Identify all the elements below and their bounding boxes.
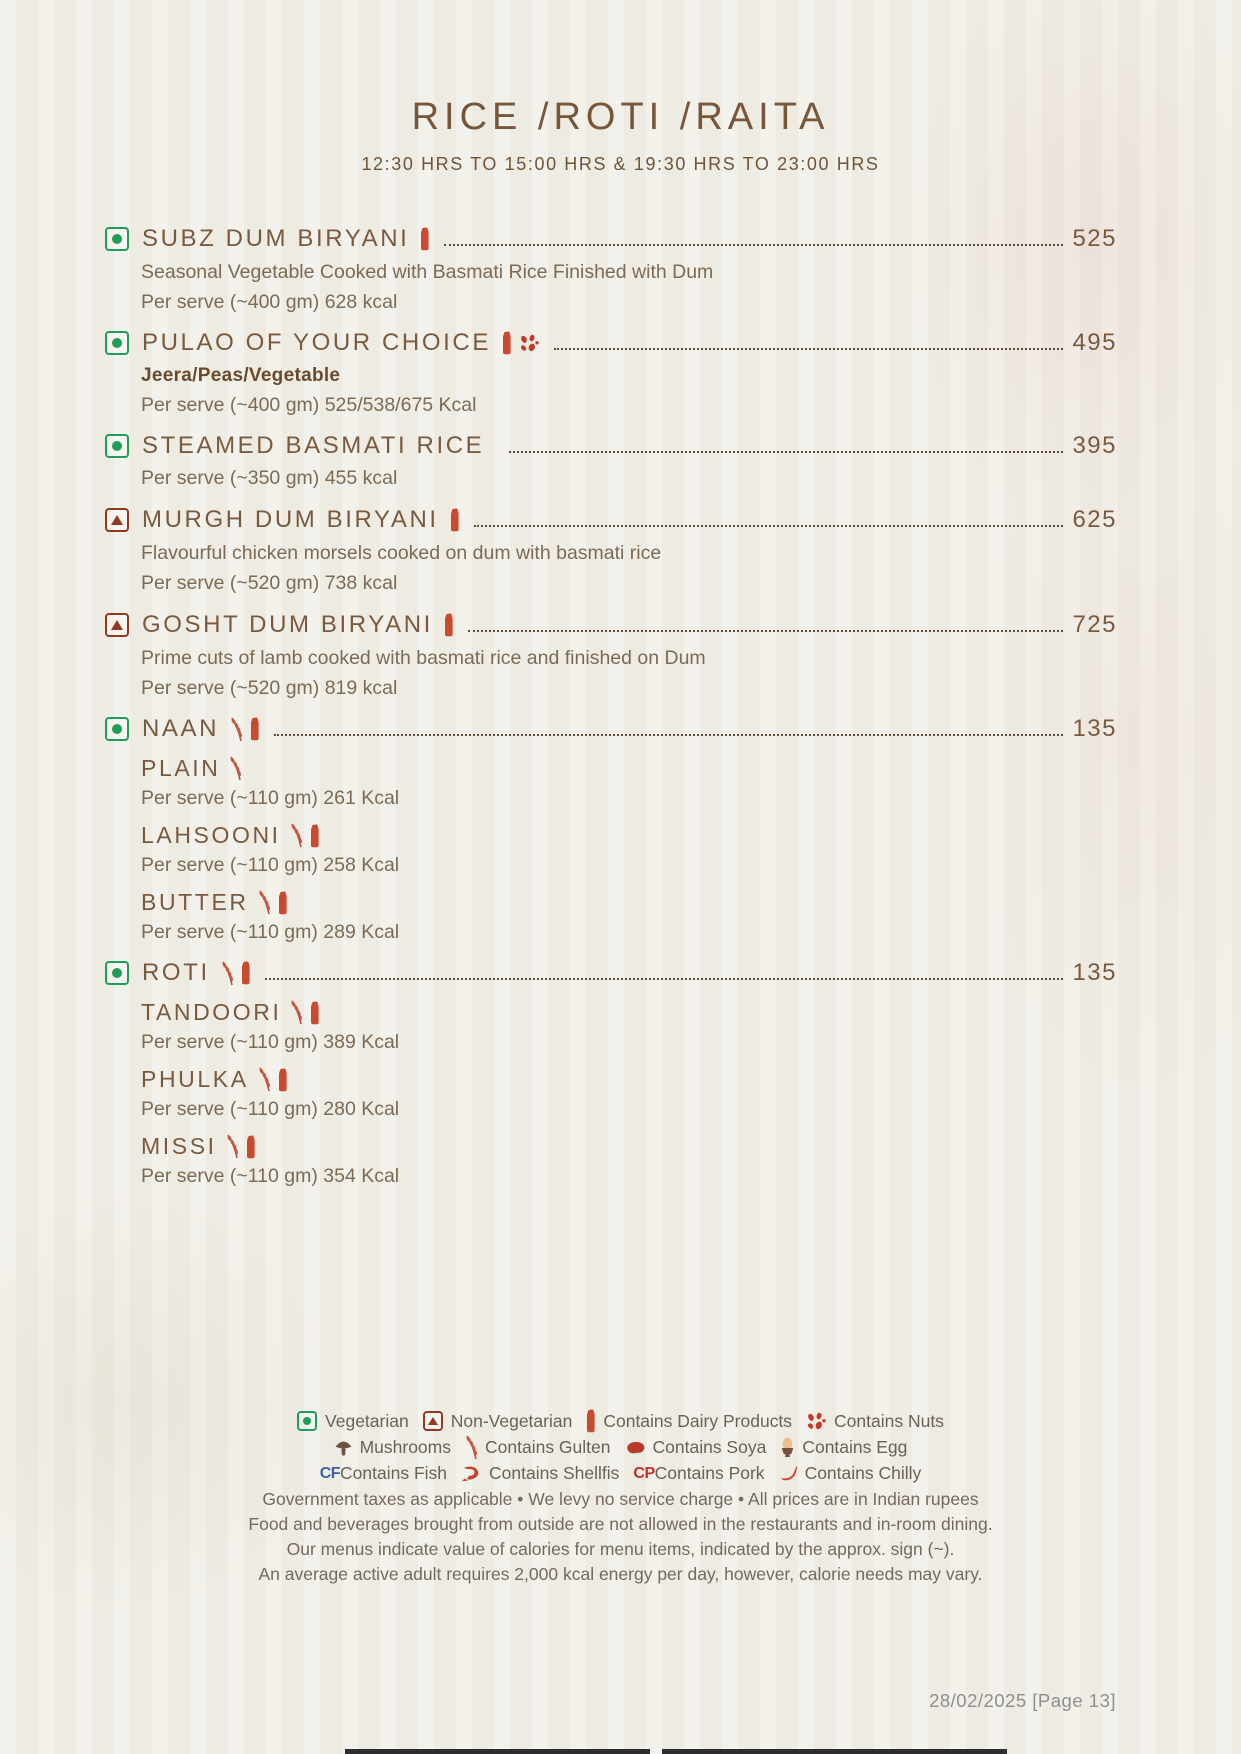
scan-artifact-bar [345,1749,650,1754]
legend-label: Contains Egg [802,1436,908,1457]
menu-sub-item [141,755,1117,810]
item-serving-info: Per serve (~400 gm) 525/538/675 Kcal [141,394,477,416]
item-serving-info: Per serve (~520 gm) 819 kcal [141,677,398,699]
legend-label: Non-Vegetarian [450,1410,573,1431]
legend-entry [806,1409,944,1434]
veg-icon [105,227,129,251]
gluten-icon [290,1000,303,1025]
nuts-icon [519,334,540,353]
legend-entry [297,1409,409,1434]
chilly-icon [779,1464,798,1483]
menu-sub-item [141,999,1117,1054]
sub-item-row [141,755,1117,782]
item-name: GOSHT DUM BIRYANI [142,611,433,638]
menu-item [105,225,1117,314]
page-title: RICE /ROTI /RAITA [411,96,830,138]
bottom-block [0,1408,1241,1587]
legend-label: Contains Fish [340,1462,448,1483]
nonveg-icon [105,613,129,637]
item-price: 135 [1072,715,1117,742]
legend-entry [334,1435,451,1460]
dairy-icon [278,891,288,915]
item-allergen-icons [420,227,430,251]
sub-item-allergen-icons [258,1067,288,1092]
dairy-icon [310,824,320,848]
sub-item-allergen-icons [290,823,320,848]
sub-item-allergen-icons [229,756,242,781]
dairy-icon [420,227,430,251]
serving-hours: 12:30 HRS TO 15:00 HRS & 19:30 HRS TO 23:00 HRS [361,154,880,174]
menu-sub-item [141,1133,1117,1188]
item-row [105,329,1117,357]
item-serving-info: Per serve (~400 gm) 628 kcal [141,291,398,313]
legend-entry [423,1409,573,1434]
veg-icon [105,717,129,741]
item-price: 625 [1072,506,1117,533]
gluten-icon [258,890,271,915]
footer-line: Our menus indicate value of calories for menu items, indicated by the approx. sign (~). [286,1538,955,1559]
soya-icon [625,1439,646,1456]
legend-entry [465,1435,611,1460]
legend-entry [633,1461,764,1486]
item-allergen-icons [450,508,460,532]
legend-entry [779,1461,922,1486]
shellfish-icon [461,1465,482,1482]
sub-item-allergen-icons [258,890,288,915]
dotted-leader [554,348,1064,350]
dairy-icon [246,1135,256,1159]
footer-line: Government taxes as applicable • We levy no service charge • All prices are in Indian rupees [262,1488,979,1509]
scan-artifact-bar [662,1749,1007,1754]
gluten-icon [226,1134,239,1159]
sub-item-row [141,1066,1117,1093]
item-variants: Jeera/Peas/Vegetable [141,365,341,386]
item-description: Flavourful chicken morsels cooked on dum with basmati rice [141,542,662,564]
menu-item [105,506,1117,595]
dotted-leader [509,451,1063,453]
item-price: 525 [1072,225,1117,252]
sub-item-name: LAHSOONI [141,822,281,848]
item-row [105,611,1117,639]
dairy-icon [241,961,251,985]
sub-item-serving-info: Per serve (~110 gm) 280 Kcal [141,1098,400,1120]
sub-item-row [141,1133,1117,1160]
item-allergen-icons [221,961,251,986]
legend-row [0,1460,1241,1486]
dotted-leader [444,244,1063,246]
page-header [0,0,1241,175]
item-serving-info: Per serve (~520 gm) 738 kcal [141,572,398,594]
gluten-icon [229,756,242,781]
legend-entry [780,1435,907,1460]
nonveg-icon [105,508,129,532]
legend-label: Contains Shellfis [489,1462,620,1483]
sub-item-name: TANDOORI [141,999,282,1025]
legend-entry [461,1461,619,1486]
sub-item-serving-info: Per serve (~110 gm) 289 Kcal [141,921,400,943]
footer-notes [0,1487,1241,1587]
legend-label: Contains Gulten [485,1436,611,1457]
item-name: PULAO OF YOUR CHOICE [142,329,491,356]
menu-item [105,611,1117,700]
sub-item-name: PLAIN [141,755,221,781]
legend-row [0,1408,1241,1434]
dairy-icon [310,1001,320,1025]
item-name: MURGH DUM BIRYANI [142,506,439,533]
legend-entry [320,1461,447,1486]
legend-label: Vegetarian [325,1410,409,1431]
legend-label: Contains Nuts [834,1410,944,1431]
item-serving-info: Per serve (~350 gm) 455 kcal [141,467,398,489]
item-price: 395 [1072,432,1117,459]
menu-list [105,225,1117,1188]
veg-icon [297,1411,317,1431]
legend-entry [586,1409,792,1434]
sub-item-row [141,999,1117,1026]
menu-item [105,432,1117,490]
item-allergen-icons [444,613,454,637]
dairy-icon [502,331,512,355]
item-price: 495 [1072,329,1117,356]
dairy-icon [250,717,260,741]
legend-label: Mushrooms [359,1436,451,1457]
date-page-stamp: 28/02/2025 [Page 13] [929,1690,1116,1711]
gluten-icon [258,1067,271,1092]
nuts-icon [806,1412,827,1431]
veg-icon [105,434,129,458]
gluten-icon [290,823,303,848]
sub-item-name: BUTTER [141,889,249,915]
mushroom-icon [334,1438,353,1457]
menu-sub-item [141,889,1117,944]
item-price: 725 [1072,611,1117,638]
legend-label: Contains Chilly [804,1462,922,1483]
sub-item-serving-info: Per serve (~110 gm) 354 Kcal [141,1165,400,1187]
item-price: 135 [1072,959,1117,986]
item-allergen-icons [230,717,260,742]
menu-sub-item [141,1066,1117,1121]
dairy-icon [586,1409,596,1433]
menu-item [105,959,1117,1188]
item-row [105,432,1117,460]
nonveg-icon [423,1411,443,1431]
sub-item-name: MISSI [141,1133,217,1159]
sub-item-serving-info: Per serve (~110 gm) 258 Kcal [141,854,400,876]
veg-icon [105,961,129,985]
item-row [105,506,1117,534]
sub-item-serving-info: Per serve (~110 gm) 261 Kcal [141,787,400,809]
menu-item [105,329,1117,417]
gluten-icon [230,717,243,742]
item-allergen-icons [502,331,540,355]
sub-item-allergen-icons [290,1000,320,1025]
sub-item-serving-info: Per serve (~110 gm) 389 Kcal [141,1031,400,1053]
item-row [105,959,1117,987]
dairy-icon [444,613,454,637]
menu-item [105,715,1117,944]
dotted-leader [474,525,1064,527]
item-name: STEAMED BASMATI RICE [142,432,485,459]
icon-legend [0,1408,1241,1486]
dotted-leader [265,978,1064,980]
dotted-leader [468,630,1064,632]
sub-item-name: PHULKA [141,1066,249,1092]
item-description: Seasonal Vegetable Cooked with Basmati Rice Finished with Dum [141,261,714,283]
sub-item-row [141,822,1117,849]
egg-icon [780,1437,795,1458]
dairy-icon [278,1068,288,1092]
gluten-icon [465,1435,478,1460]
menu-sub-item [141,822,1117,877]
cp-icon: CP [633,1464,655,1482]
legend-label: Contains Soya [652,1436,767,1457]
legend-row [0,1434,1241,1460]
footer-line: Food and beverages brought from outside are not allowed in the restaurants and in-room dining. [248,1513,993,1534]
item-row [105,715,1117,743]
item-name: ROTI [142,959,210,986]
gluten-icon [221,961,234,986]
cf-icon: CF [319,1464,341,1482]
legend-label: Contains Pork [654,1462,765,1483]
footer-line: An average active adult requires 2,000 kcal energy per day, however, calorie needs may vary. [258,1563,983,1584]
sub-item-allergen-icons [226,1134,256,1159]
legend-label: Contains Dairy Products [603,1410,793,1431]
sub-item-row [141,889,1117,916]
item-name: NAAN [142,715,220,742]
legend-entry [625,1435,767,1460]
veg-icon [105,331,129,355]
dairy-icon [450,508,460,532]
item-name: SUBZ DUM BIRYANI [142,225,410,252]
dotted-leader [274,734,1063,736]
item-row [105,225,1117,253]
item-description: Prime cuts of lamb cooked with basmati rice and finished on Dum [141,647,706,669]
